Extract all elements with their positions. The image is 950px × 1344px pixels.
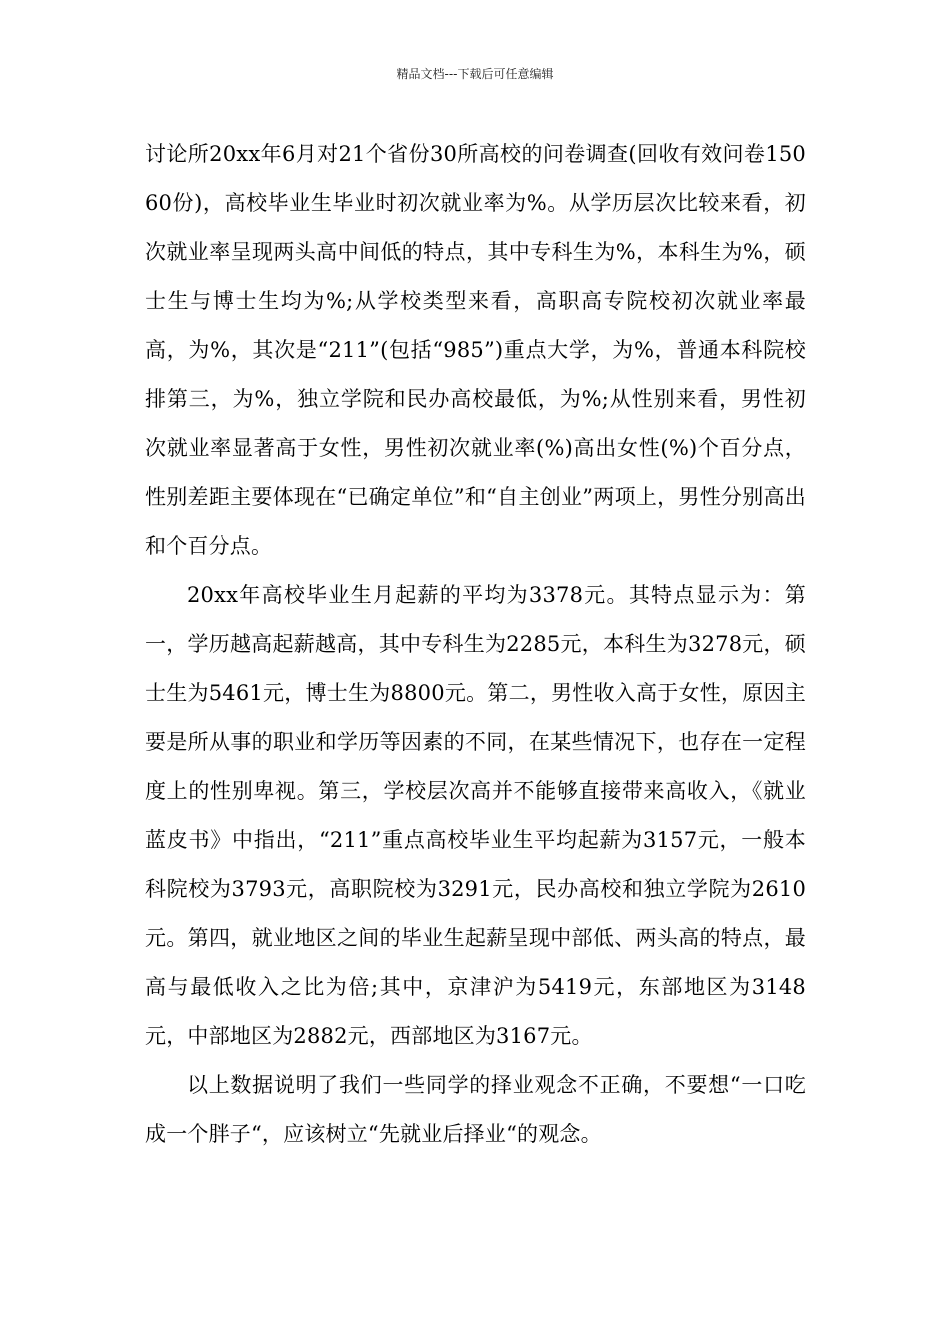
document-body bbox=[145, 130, 806, 1159]
page-header: 精品文档---下载后可任意编辑 bbox=[396, 67, 554, 81]
paragraph-conclusion: 以上数据说明了我们一些同学的择业观念不正确，不要想“一口吃成一个胖子“，应该树立“先就业后择业“的观念。 bbox=[145, 1073, 806, 1146]
paragraph-starting-salary: 20xx年高校毕业生月起薪的平均为3378元。其特点显示为：第一，学历越高起薪越高，其中专科生为2285元，本科生为3278元，硕士生为5461元，博士生为8800元。第二，男性收入高于女性，原因主要是所从事的职业和学历等因素的不同，在某些情况下，也存在一定程度上的性别卑视。第三，学校层次高并不能够直接带来高收入，《就业蓝皮书》中指出，“211”重点高校毕业生平均起薪为3157元，一般本科院校为3793元，高职院校为3291元，民办高校和独立学院为2610元。第四，就业地区之间的毕业生起薪呈现中部低、两头高的特点，最高与最低收入之比为倍;其中，京津沪为5419元，东部地区为3148元，中部地区为2882元，西部地区为3167元。 bbox=[145, 583, 806, 1048]
paragraph-employment-rate: 讨论所20xx年6月对21个省份30所高校的问卷调查(回收有效问卷15060份)，高校毕业生毕业时初次就业率为%。从学历层次比较来看，初次就业率呈现两头高中间低的特点，其中专科生为%，本科生为%，硕士生与博士生均为%;从学校类型来看，高职高专院校初次就业率最高，为%，其次是“211”(包括“985”)重点大学，为%，普通本科院校排第三，为%，独立学院和民办高校最低，为%;从性别来看，男性初次就业率显著高于女性，男性初次就业率(%)高出女性(%)个百分点，性别差距主要体现在“已确定单位”和“自主创业”两项上，男性分别高出和个百分点。 bbox=[145, 142, 806, 558]
